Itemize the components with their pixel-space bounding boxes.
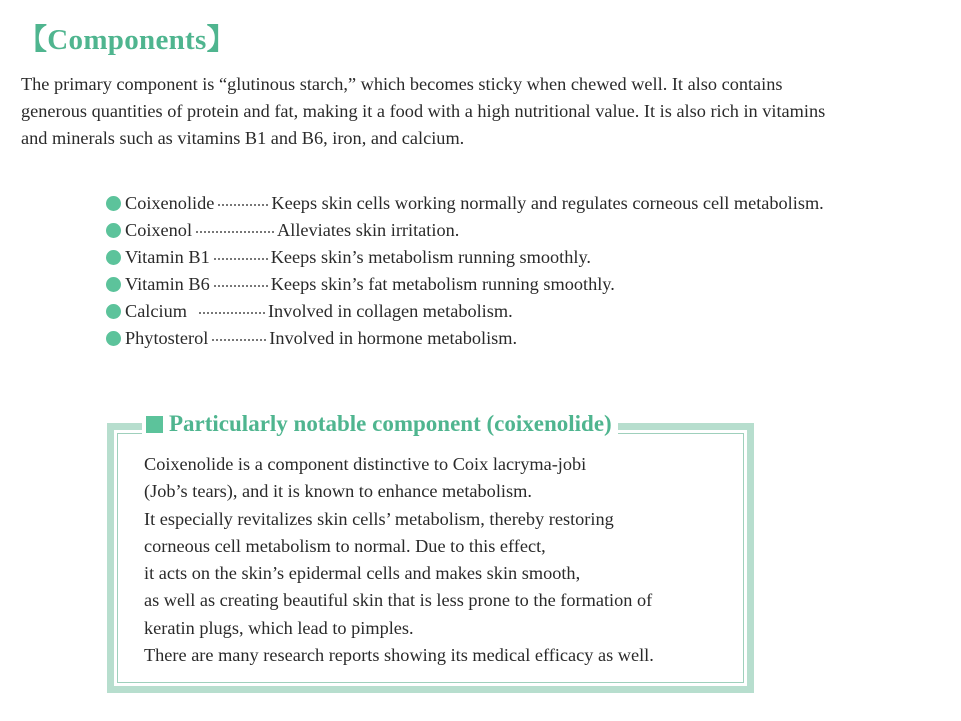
notable-line: corneous cell metabolism to normal. Due to this effect, bbox=[144, 535, 546, 556]
notable-line: Coixenolide is a component distinctive to Coix lacryma-jobi bbox=[144, 454, 587, 474]
component-name: Phytosterol bbox=[125, 328, 209, 348]
component-item bbox=[106, 298, 824, 325]
component-description: Involved in collagen metabolism. bbox=[267, 301, 513, 321]
component-description: Alleviates skin irritation. bbox=[277, 220, 460, 240]
component-description: Keeps skin cells working normally and regulates corneous cell metabolism. bbox=[271, 193, 824, 213]
circle-bullet-icon bbox=[106, 250, 121, 265]
notable-title-text: Particularly notable component (coixenolide) bbox=[169, 411, 612, 436]
circle-bullet-icon bbox=[106, 223, 121, 238]
component-name: Coixenolide bbox=[125, 193, 215, 213]
component-description: Keeps skin’s metabolism running smoothly. bbox=[270, 247, 591, 267]
circle-bullet-icon bbox=[106, 331, 121, 346]
dotted-leader bbox=[196, 231, 274, 233]
intro-line: generous quantities of protein and fat, making it a food with a high nutritional value. It is also rich in vitamins bbox=[21, 101, 826, 121]
notable-line: There are many research reports showing its medical efficacy as well. bbox=[144, 645, 654, 666]
notable-box-title bbox=[142, 411, 618, 437]
dotted-leader bbox=[214, 258, 268, 260]
dotted-leader bbox=[199, 312, 265, 314]
component-name: Vitamin B1 bbox=[125, 247, 210, 267]
component-item bbox=[106, 271, 824, 298]
component-name: Coixenol bbox=[125, 220, 193, 240]
notable-line: as well as creating beautiful skin that is less prone to the formation of bbox=[144, 590, 653, 611]
intro-line: and minerals such as vitamins B1 and B6, iron, and calcium. bbox=[21, 128, 465, 148]
component-name: Calcium bbox=[125, 301, 187, 321]
intro-paragraph bbox=[21, 71, 951, 152]
square-icon bbox=[146, 416, 163, 433]
component-list bbox=[106, 190, 824, 352]
component-name: Vitamin B6 bbox=[125, 274, 210, 294]
dotted-leader bbox=[214, 285, 268, 287]
notable-line: it acts on the skin’s epidermal cells and makes skin smooth, bbox=[144, 563, 581, 584]
component-item bbox=[106, 244, 824, 271]
component-item bbox=[106, 325, 824, 352]
circle-bullet-icon bbox=[106, 304, 121, 319]
circle-bullet-icon bbox=[106, 196, 121, 211]
dotted-leader bbox=[218, 204, 268, 206]
notable-box-body bbox=[144, 451, 654, 669]
notable-line: keratin plugs, which lead to pimples. bbox=[144, 617, 414, 638]
dotted-leader bbox=[212, 339, 266, 341]
notable-line: It especially revitalizes skin cells’ metabolism, thereby restoring bbox=[144, 508, 614, 529]
component-description: Keeps skin’s fat metabolism running smoothly. bbox=[270, 274, 615, 294]
component-item bbox=[106, 190, 824, 217]
section-heading: 【Components】 bbox=[18, 24, 236, 56]
circle-bullet-icon bbox=[106, 277, 121, 292]
component-description: Involved in hormone metabolism. bbox=[269, 328, 518, 348]
intro-line: The primary component is “glutinous starch,” which becomes sticky when chewed well. It also contains bbox=[21, 74, 783, 94]
component-item bbox=[106, 217, 824, 244]
notable-line: (Job’s tears), and it is known to enhance metabolism. bbox=[144, 481, 532, 502]
